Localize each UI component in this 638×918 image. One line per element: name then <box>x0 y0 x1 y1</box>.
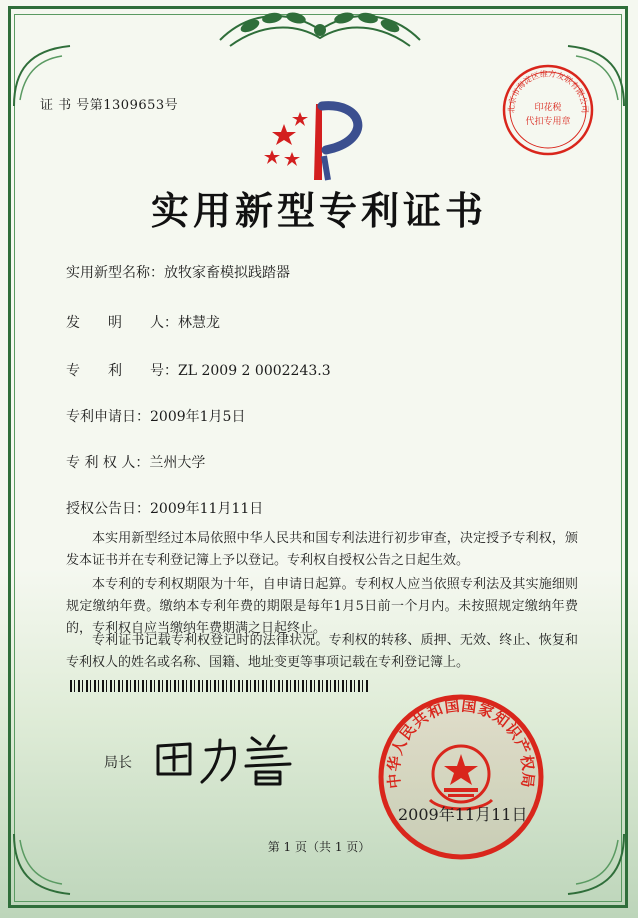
field-patentee <box>66 452 205 472</box>
barcode <box>70 680 370 692</box>
field-label: 专利申请日： <box>66 409 150 425</box>
field-label: 专 利 权 人： <box>66 455 150 471</box>
field-patent-number <box>66 360 331 380</box>
field-label: 授权公告日： <box>66 501 150 517</box>
svg-text:中华人民共和国国家知识产权局: 中华人民共和国国家知识产权局 <box>384 696 538 790</box>
certificate-title: 实用新型专利证书 <box>150 188 487 233</box>
tax-seal-stamp <box>500 62 596 158</box>
paragraph-legal-status: 专利证书记载专利权登记时的法律状况。专利权的转移、质押、无效、终止、恢复和专利权人的姓名或名称、国籍、地址变更等事项记载在专利登记簿上。 <box>66 633 578 670</box>
field-value: 兰州大学 <box>149 455 206 471</box>
svg-text:印花税: 印花税 <box>534 103 562 113</box>
svg-text:代扣专用章: 代扣专用章 <box>525 117 571 127</box>
field-value: 2009年1月5日 <box>150 409 246 425</box>
field-label: 发 明 人： <box>66 315 178 331</box>
field-label: 专 利 号： <box>66 363 178 379</box>
field-value: 林慧龙 <box>178 315 220 331</box>
paragraph-grant: 本实用新型经过本局依照中华人民共和国专利法进行初步审查，决定授予专利权，颁发本证书并在专利登记簿上予以登记。专利权自授权公告之日起生效。 <box>66 531 578 568</box>
director-label: 局长 <box>104 755 132 771</box>
page-number: 第 1 页（共 1 页） <box>267 840 371 854</box>
paragraph-term: 本专利的专利权期限为十年，自申请日起算。专利权人应当依照专利法及其实施细则规定缴纳年费。缴纳本专利年费的期限是每年1月5日前一个月内。未按照规定缴纳年费的，专利权自应当缴纳年费期满之日起终止。 <box>66 577 578 636</box>
field-application-date <box>66 406 245 426</box>
field-value: 放牧家畜模拟践踏器 <box>164 265 290 281</box>
director-signature <box>150 728 300 788</box>
field-value: 2009年11月11日 <box>150 501 264 517</box>
field-value: ZL 2009 2 0002243.3 <box>178 363 331 379</box>
svg-text:北京市海淀区维方友联有限公司: 北京市海淀区维方友联有限公司 <box>506 69 590 114</box>
cnipa-logo-icon <box>262 96 374 184</box>
field-utility-model-name <box>66 262 290 282</box>
field-inventor <box>66 312 220 332</box>
certificate-number: 证 书 号第1309653号 <box>40 98 179 113</box>
issue-date: 2009年11月11日 <box>398 805 528 824</box>
field-grant-date <box>66 498 263 518</box>
field-label: 实用新型名称： <box>66 265 164 281</box>
wreath-ornament-icon <box>210 0 430 64</box>
